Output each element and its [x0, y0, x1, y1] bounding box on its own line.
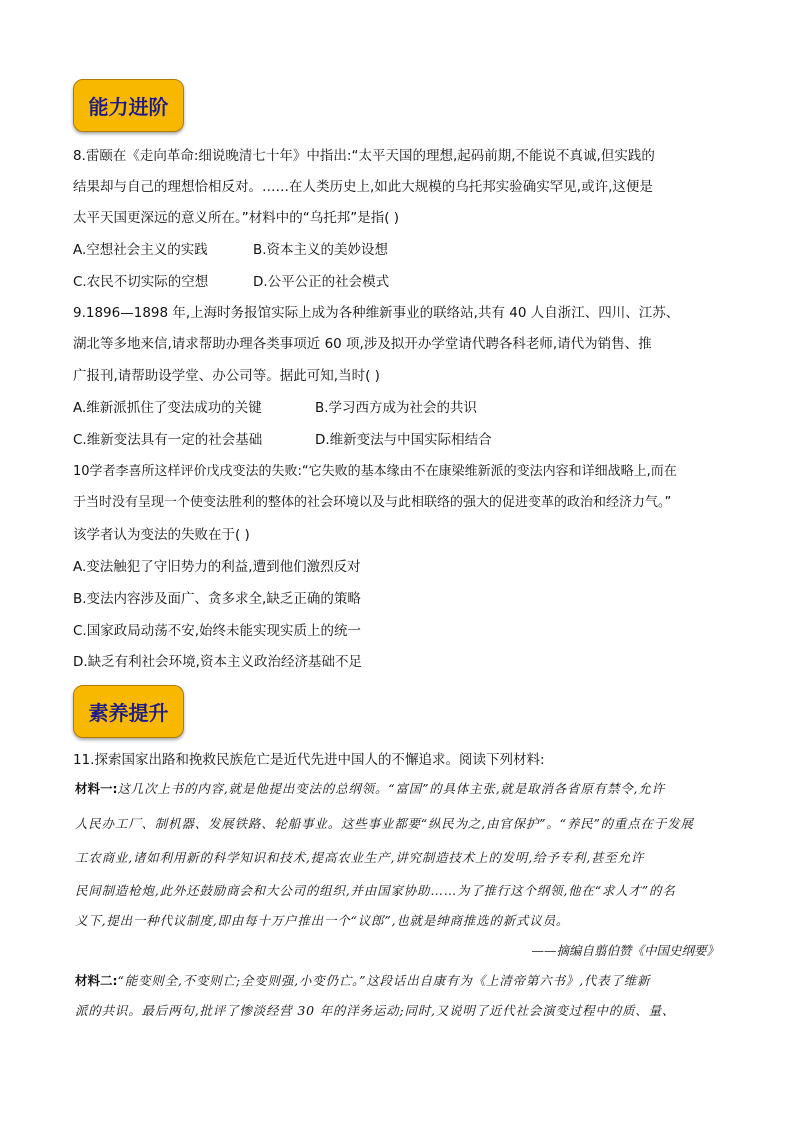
material-2-line-1: 材料二:“能变则全,不变则亡;全变则强,小变仍亡。”这段话出自康有为《上清帝第六书》,代表了维新 [75, 973, 651, 988]
q9-option-d: D.维新变法与中国实际相结合 [315, 432, 492, 448]
section-badge-ability: 能力进阶 [73, 79, 184, 132]
section-badge-literacy: 素养提升 [73, 685, 184, 738]
material-2-label: 材料二: [75, 973, 118, 988]
q8-option-a: A.空想社会主义的实践 [73, 242, 208, 258]
q8-option-b: B.资本主义的美妙设想 [253, 242, 389, 258]
q9-option-c: C.维新变法具有一定的社会基础 [73, 432, 263, 448]
material-1-line-2: 人民办工厂、制机器、发展铁路、轮船事业。这些事业都要“纵民为之,由官保护”。“养民”的重点在于发展 [75, 816, 694, 831]
q10-option-c: C.国家政局动荡不安,始终未能实现实质上的统一 [73, 623, 362, 639]
q9-stem-line-3: 广报刊,请帮助设学堂、办公司等。据此可知,当时( ) [73, 368, 380, 384]
material-1-line-1: 材料一:这几次上书的内容,就是他提出变法的总纲领。“富国”的具体主张,就是取消各省原有禁令,允许 [75, 781, 665, 796]
q8-stem-line-1: 8.雷颐在《走向革命:细说晚清七十年》中指出:“太平天国的理想,起码前期,不能说不真诚,但实践的 [73, 148, 655, 164]
q10-option-d: D.缺乏有利社会环境,资本主义政治经济基础不足 [73, 654, 362, 670]
q9-stem-line-2: 湖北等多地来信,请求帮助办理各类事项近 60 项,涉及拟开办学堂请代聘各科老师,请代为销售、推 [73, 336, 652, 352]
q8-option-c: C.农民不切实际的空想 [73, 274, 209, 290]
material-1-line-3: 工农商业,诸如利用新的科学知识和技术,提高农业生产,讲究制造技术上的发明,给予专利,甚至允许 [75, 850, 645, 865]
q10-stem-line-2: 于当时没有呈现一个使变法胜利的整体的社会环境以及与此相联络的强大的促进变革的政治和经济力气。” [73, 495, 672, 510]
q11-stem: 11.探索国家出路和挽救民族危亡是近代先进中国人的不懈追求。阅读下列材料: [73, 752, 545, 768]
q10-stem-line-3: 该学者认为变法的失败在于( ) [73, 527, 250, 543]
q8-option-d: D.公平公正的社会模式 [253, 274, 390, 290]
q10-option-a: A.变法触犯了守旧势力的利益,遭到他们激烈反对 [73, 559, 361, 575]
material-1-line-4: 民间制造枪炮,此外还鼓励商会和大公司的组织,并由国家协助……为了推行这个纲领,他在“求人才”的名 [75, 883, 676, 898]
material-1-source: ——摘编自翦伯赞《中国史纲要》 [531, 943, 719, 958]
material-1-line-5: 义下,提出一种代议制度,即由每十万户推出一个“议郎”,也就是绅商推选的新式议员。 [75, 913, 570, 928]
material-1-label: 材料一: [75, 781, 118, 796]
q10-stem-line-1: 10学者李喜所这样评价戊戌变法的失败:“它失败的基本缘由不在康梁维新派的变法内容和详细战略上,而在 [73, 464, 677, 479]
q9-stem-line-1: 9.1896—1898 年,上海时务报馆实际上成为各种维新事业的联络站,共有 40 人自浙江、四川、江苏、 [73, 305, 680, 321]
q9-option-b: B.学习西方成为社会的共识 [315, 400, 478, 416]
q8-stem-line-2: 结果却与自己的理想恰相反对。……在人类历史上,如此大规模的乌托邦实验确实罕见,或许,这便是 [73, 179, 653, 195]
q10-option-b: B.变法内容涉及面广、贪多求全,缺乏正确的策略 [73, 591, 361, 607]
q8-stem-line-3: 太平天国更深远的意义所在。”材料中的“乌托邦”是指( ) [73, 210, 400, 226]
material-2-line-2: 派的共识。最后两句,批评了惨淡经营 30 年的洋务运动;同时,又说明了近代社会演变过程中的质、量、 [75, 1003, 676, 1018]
q9-option-a: A.维新派抓住了变法成功的关键 [73, 400, 262, 416]
